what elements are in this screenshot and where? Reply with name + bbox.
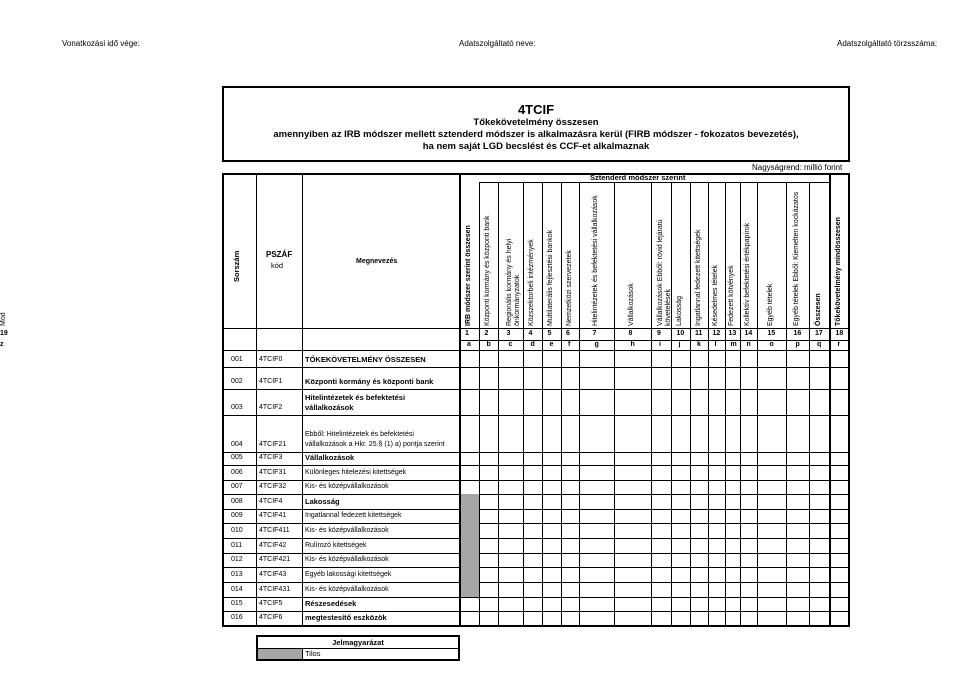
column-letter: m bbox=[730, 341, 737, 348]
column-header: Egyéb tételek bbox=[767, 283, 774, 326]
row-code: 4TCIF421 bbox=[259, 556, 291, 563]
column-letter: c bbox=[508, 341, 513, 348]
column-letter: q bbox=[817, 341, 822, 348]
column-number: 17 bbox=[815, 330, 823, 337]
row-code: 4TCIF5 bbox=[259, 600, 283, 607]
divider bbox=[542, 182, 543, 625]
row-number: 009 bbox=[231, 512, 243, 519]
divider bbox=[579, 182, 580, 625]
column-header: Fedezett kötvények bbox=[728, 265, 735, 326]
divider bbox=[561, 182, 562, 625]
row-divider bbox=[222, 465, 850, 466]
column-number: 11 bbox=[695, 330, 703, 337]
column-header: Mód bbox=[0, 312, 7, 326]
column-number: 14 bbox=[744, 330, 753, 337]
column-header: Késedelmes tételek bbox=[712, 264, 719, 326]
column-letter: g bbox=[594, 341, 599, 348]
col-kod-header: kód bbox=[271, 261, 284, 270]
row-divider bbox=[222, 553, 850, 554]
divider bbox=[459, 340, 850, 341]
column-header: Lakosság bbox=[676, 296, 683, 326]
column-number: 1 bbox=[465, 330, 469, 337]
row-name: Kis- és középvállalkozások bbox=[305, 527, 389, 534]
column-letter: i bbox=[659, 341, 661, 348]
row-name: Rulírozó kitettségek bbox=[305, 542, 367, 549]
group-header: Sztenderd módszer szerint bbox=[590, 173, 686, 182]
row-divider bbox=[222, 611, 850, 612]
row-code: 4TCIF6 bbox=[259, 614, 283, 621]
row-name: TŐKEKÖVETELMÉNY ÖSSZESEN bbox=[305, 355, 426, 364]
column-header: Multilaterális fejlesztési bankok bbox=[547, 229, 554, 326]
table-bottom-border bbox=[222, 625, 850, 627]
row-name: megtestesítő eszközök bbox=[305, 613, 387, 622]
column-letter: f bbox=[568, 341, 571, 348]
column-number: 2 bbox=[484, 330, 489, 337]
column-number: 10 bbox=[676, 330, 685, 337]
row-number: 010 bbox=[231, 527, 243, 534]
table-left-border bbox=[222, 173, 224, 627]
row-code: 4TCIF411 bbox=[259, 527, 290, 534]
column-header: Tőkekövetelmény mindösszesen bbox=[835, 217, 842, 326]
row-divider bbox=[222, 415, 850, 416]
column-letter: h bbox=[630, 341, 635, 348]
divider bbox=[479, 182, 480, 625]
divider bbox=[523, 182, 524, 625]
row-name: Ingatlannal fedezett kitettségek bbox=[305, 512, 402, 519]
divider bbox=[256, 173, 257, 625]
header-right: Adatszolgáltató törzsszáma: bbox=[837, 39, 938, 48]
title-line-1: Tőkekövetelmény összesen bbox=[473, 117, 599, 128]
row-divider bbox=[222, 567, 850, 568]
row-name: Lakosság bbox=[305, 497, 340, 506]
column-header: Központi kormány és központi bank bbox=[484, 215, 491, 326]
column-letter: l bbox=[714, 341, 717, 348]
title-line-2: amennyiben az IRB módszer mellett sztenderd módszer is alkalmazásra kerül (FIRB módszer - fokozatos bevezetés), bbox=[273, 129, 799, 140]
row-name: Központi kormány és központi bank bbox=[305, 377, 434, 386]
header-divider bbox=[222, 350, 850, 351]
divider bbox=[725, 182, 726, 625]
divider bbox=[614, 182, 615, 625]
column-header: Ingatlannal fedezett kitettségek bbox=[694, 229, 702, 326]
column-number: 12 bbox=[712, 330, 721, 337]
column-header: Egyéb tételek Ebből: Kiemelten kockázatos bbox=[793, 191, 800, 326]
row-name: Vállalkozások bbox=[305, 453, 355, 462]
row-number: 014 bbox=[231, 586, 243, 593]
column-letter: a bbox=[467, 341, 471, 348]
column-letter: b bbox=[486, 341, 491, 348]
column-number: 7 bbox=[592, 330, 597, 337]
row-name: Különleges hitelezési kitettségek bbox=[305, 469, 407, 476]
column-header: Összesen bbox=[814, 293, 822, 326]
row-number: 008 bbox=[231, 498, 243, 505]
column-letter: z bbox=[0, 341, 4, 348]
row-number: 007 bbox=[231, 483, 243, 490]
row-divider bbox=[222, 480, 850, 481]
unit-note: Nagyságrend: millió forint bbox=[752, 163, 843, 172]
row-code: 4TCIF0 bbox=[259, 356, 283, 363]
row-code: 4TCIF21 bbox=[259, 441, 287, 448]
column-header: Vállalkozások bbox=[628, 283, 635, 326]
column-header: Hitelintézetek és befektetési vállalkozások bbox=[592, 195, 599, 326]
column-header: Kollektív befektetési értékpapírok bbox=[744, 222, 751, 326]
row-name: Hitelintézetek és befektetési vállalkozások bbox=[305, 393, 406, 412]
column-number: 16 bbox=[793, 330, 802, 337]
row-code: 4TCIF43 bbox=[259, 571, 287, 578]
row-code: 4TCIF32 bbox=[259, 483, 287, 490]
header-center: Adatszolgáltató neve: bbox=[459, 39, 536, 48]
column-number: 4 bbox=[528, 330, 533, 337]
form-code: 4TCIF bbox=[517, 102, 555, 117]
column-letter: o bbox=[769, 341, 774, 348]
row-number: 016 bbox=[231, 614, 243, 621]
divider bbox=[302, 173, 303, 625]
row-number: 013 bbox=[231, 571, 243, 578]
column-letter: k bbox=[697, 341, 701, 348]
row-number: 003 bbox=[231, 404, 243, 411]
column-letter: d bbox=[530, 341, 535, 348]
divider bbox=[740, 182, 741, 625]
column-number: 19 bbox=[0, 330, 8, 337]
divider bbox=[651, 182, 652, 625]
column-header: IRB módszer szerint összesen bbox=[464, 225, 472, 326]
title-box bbox=[222, 86, 850, 162]
row-divider bbox=[222, 389, 850, 390]
title-line-3: ha nem saját LGD becslést és CCF-et alkalmaznak bbox=[422, 141, 650, 152]
divider bbox=[809, 182, 810, 625]
row-number: 011 bbox=[231, 542, 243, 549]
row-code: 4TCIF431 bbox=[259, 586, 291, 593]
row-number: 015 bbox=[231, 600, 243, 607]
row-name: Ebből: Hitelintézetek és befektetési vállalkozások a Hkr. 25.§ (1) a) pontja szerint bbox=[305, 431, 445, 448]
column-number: 13 bbox=[728, 330, 737, 337]
column-number: 15 bbox=[767, 330, 776, 337]
row-number: 001 bbox=[231, 356, 243, 363]
row-number: 004 bbox=[231, 441, 243, 448]
forbidden-cells bbox=[461, 494, 479, 597]
column-letter: j bbox=[678, 341, 681, 348]
column-number: 6 bbox=[566, 330, 570, 337]
column-header: Közszektorbeli intézmények bbox=[528, 239, 535, 326]
table-top-border bbox=[222, 173, 850, 175]
row-name: Egyéb lakossági kitettségek bbox=[305, 571, 392, 578]
legend bbox=[256, 635, 460, 661]
column-number: 5 bbox=[547, 330, 552, 337]
divider bbox=[757, 182, 758, 625]
row-name: Kis- és középvállalkozások bbox=[305, 556, 389, 563]
header-left: Vonatkozási idő vége: bbox=[62, 39, 140, 48]
column-letter: n bbox=[746, 341, 751, 348]
row-number: 005 bbox=[231, 454, 243, 461]
row-name: Kis- és középvállalkozások bbox=[305, 483, 389, 490]
divider bbox=[829, 173, 831, 625]
row-divider bbox=[222, 582, 850, 583]
column-number: 18 bbox=[835, 330, 844, 337]
row-divider bbox=[222, 367, 850, 368]
row-code: 4TCIF42 bbox=[259, 542, 287, 549]
column-header: Vállalkozások Ebből: rövid lejáratú követelések bbox=[656, 219, 672, 326]
divider bbox=[690, 182, 691, 625]
row-divider bbox=[222, 597, 850, 598]
legend-item: Tilos bbox=[305, 649, 321, 658]
col-pszaf-header: PSZÁF bbox=[266, 250, 293, 259]
column-letter: p bbox=[795, 341, 800, 348]
legend-title: Jelmagyarázat bbox=[258, 637, 458, 649]
row-divider bbox=[222, 523, 850, 524]
column-header: Nemzetközi szervezetek bbox=[565, 250, 573, 326]
row-code: 4TCIF31 bbox=[259, 469, 287, 476]
row-code: 4TCIF41 bbox=[259, 512, 287, 519]
divider bbox=[786, 182, 787, 625]
row-code: 4TCIF2 bbox=[259, 404, 283, 411]
column-letter: r bbox=[837, 341, 841, 348]
header-divider bbox=[222, 328, 850, 329]
legend-swatch bbox=[258, 649, 303, 659]
row-code: 4TCIF3 bbox=[259, 454, 283, 461]
col-sorszam-header: Sorszám bbox=[232, 250, 241, 282]
row-name: Kis- és középvállalkozások bbox=[305, 586, 389, 593]
row-number: 012 bbox=[231, 556, 243, 563]
column-letter: e bbox=[549, 341, 554, 348]
group-divider bbox=[479, 182, 829, 183]
row-divider bbox=[222, 538, 850, 539]
col-megnevezes-header: Megnevezés bbox=[356, 258, 398, 265]
row-code: 4TCIF1 bbox=[259, 378, 283, 385]
row-code: 4TCIF4 bbox=[259, 498, 283, 505]
row-name: Részesedések bbox=[305, 599, 357, 608]
row-number: 002 bbox=[231, 378, 243, 385]
row-divider bbox=[222, 509, 850, 510]
row-divider bbox=[222, 494, 850, 495]
divider bbox=[498, 182, 499, 625]
divider bbox=[708, 182, 709, 625]
column-number: 3 bbox=[506, 330, 511, 337]
row-number: 006 bbox=[231, 469, 243, 476]
table-right-border bbox=[848, 173, 850, 627]
column-header: Regionális kormány és helyi önkormányzatok bbox=[506, 238, 521, 326]
column-number: 8 bbox=[628, 330, 633, 337]
column-number: 9 bbox=[657, 330, 661, 337]
